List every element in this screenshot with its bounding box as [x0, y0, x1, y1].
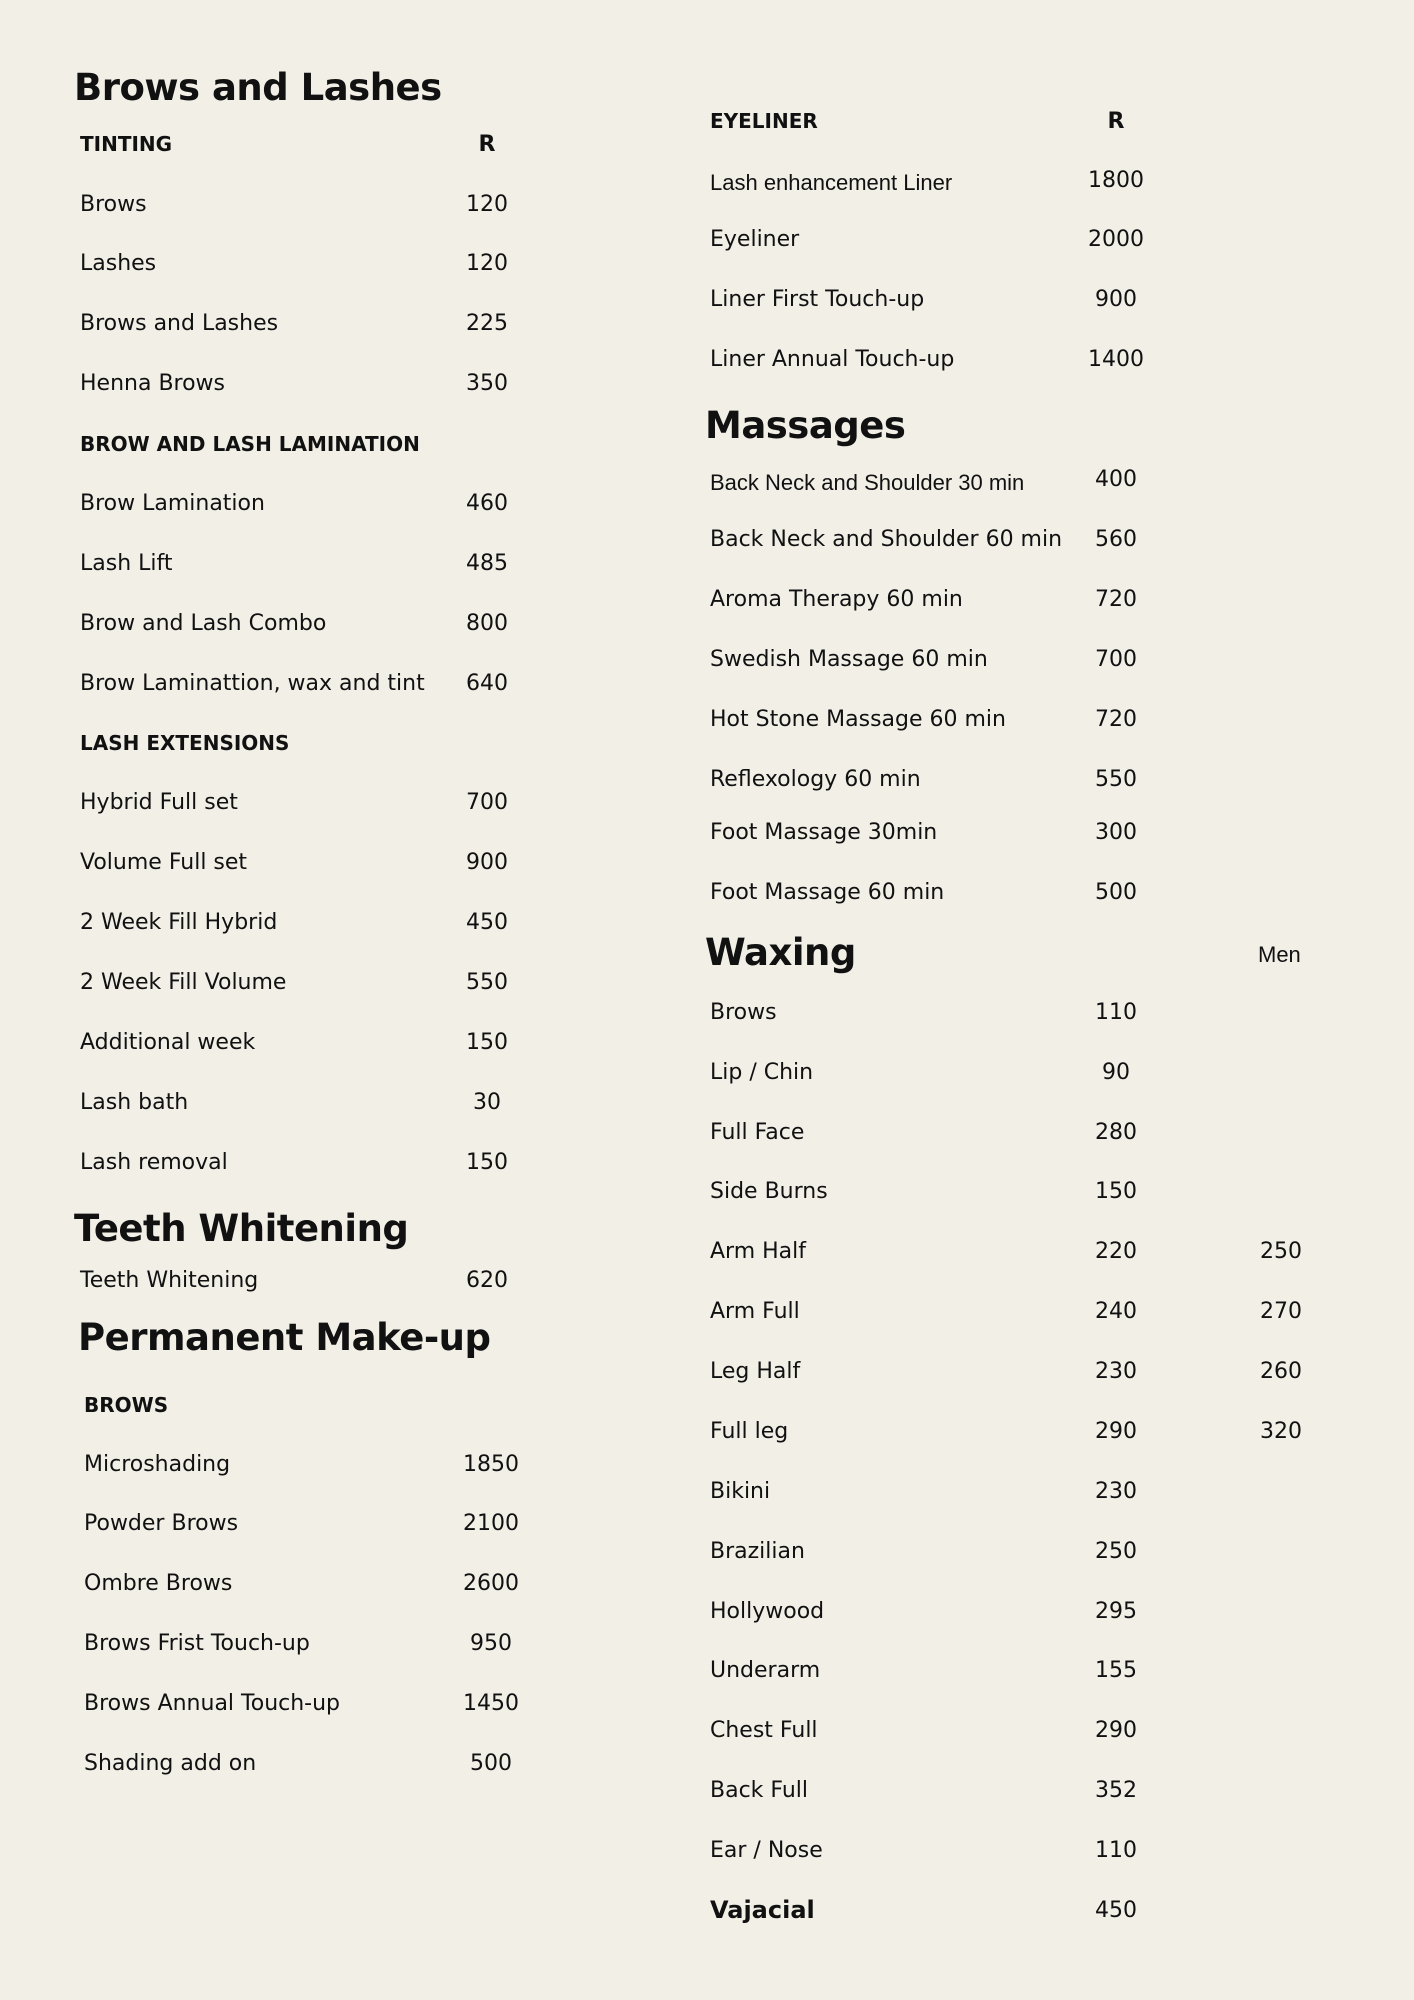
brows-lashes-title: Brows and Lashes — [74, 66, 442, 109]
menu-item-name: Foot Massage 60 min — [710, 880, 945, 905]
menu-item-price: 230 — [1095, 1479, 1137, 1504]
menu-item-price: 120 — [466, 192, 508, 217]
menu-item-name: Arm Full — [710, 1299, 800, 1324]
menu-item-price: 550 — [466, 970, 508, 995]
eyeliner-header: EYELINER — [710, 109, 818, 133]
menu-item-name: Brow and Lash Combo — [80, 611, 327, 636]
menu-item-name: Microshading — [84, 1452, 231, 1477]
menu-item-name: Lash bath — [80, 1090, 189, 1115]
menu-item-price: 950 — [470, 1631, 512, 1656]
menu-item-name: Aroma Therapy 60 min — [710, 587, 963, 612]
eyeliner-price-header: R — [1107, 109, 1125, 134]
vajacial-price: 450 — [1095, 1898, 1137, 1923]
menu-item-price: 700 — [1095, 647, 1137, 672]
menu-item-name: Liner First Touch-up — [710, 287, 925, 312]
lash-extensions-header: LASH EXTENSIONS — [80, 731, 290, 755]
menu-item-name: Lip / Chin — [710, 1060, 814, 1085]
menu-item-price: 110 — [1095, 1838, 1137, 1863]
menu-item-price: 1800 — [1088, 168, 1144, 193]
menu-item-name: Brows — [710, 1000, 777, 1025]
menu-item-name: Powder Brows — [84, 1511, 239, 1536]
permanent-makeup-title: Permanent Make-up — [78, 1316, 491, 1359]
menu-item-price: 1400 — [1088, 347, 1144, 372]
menu-item-price: 155 — [1095, 1658, 1137, 1683]
menu-item-men-price: 250 — [1260, 1239, 1302, 1264]
menu-item-name: Brow Lamination — [80, 491, 265, 516]
menu-item-name: Arm Half — [710, 1239, 807, 1264]
tinting-price-header: R — [478, 132, 496, 157]
menu-item-price: 450 — [466, 910, 508, 935]
menu-item-price: 700 — [466, 790, 508, 815]
menu-item-name: 2 Week Fill Hybrid — [80, 910, 278, 935]
menu-item-price: 150 — [466, 1150, 508, 1175]
menu-item-name: Back Full — [710, 1778, 809, 1803]
menu-item-name: Brows — [80, 192, 147, 217]
menu-item-price: 2000 — [1088, 227, 1144, 252]
teeth-whitening-title: Teeth Whitening — [74, 1207, 409, 1250]
massages-title: Massages — [705, 404, 906, 447]
menu-item-price: 150 — [1095, 1179, 1137, 1204]
menu-item-name: Ombre Brows — [84, 1571, 233, 1596]
menu-item-price: 460 — [466, 491, 508, 516]
menu-item-price: 295 — [1095, 1599, 1137, 1624]
menu-item-price: 300 — [1095, 820, 1137, 845]
menu-item-price: 485 — [466, 551, 508, 576]
tinting-header: TINTING — [80, 132, 173, 156]
menu-item-name: Henna Brows — [80, 371, 226, 396]
menu-item-price: 250 — [1095, 1539, 1137, 1564]
menu-item-name: Full Face — [710, 1120, 805, 1145]
pmu-brows-header: BROWS — [84, 1393, 169, 1417]
menu-item-name: Shading add on — [84, 1751, 257, 1776]
menu-item-price: 240 — [1095, 1299, 1137, 1324]
menu-item-price: 720 — [1095, 587, 1137, 612]
menu-item-name: Brow Laminattion, wax and tint — [80, 671, 425, 696]
menu-item-price: 2100 — [463, 1511, 519, 1536]
menu-item-name: Swedish Massage 60 min — [710, 647, 988, 672]
menu-item-name: Additional week — [80, 1030, 256, 1055]
menu-item-price: 352 — [1095, 1778, 1137, 1803]
menu-item-name: Ear / Nose — [710, 1838, 823, 1863]
menu-item-price: 150 — [466, 1030, 508, 1055]
menu-item-name: Eyeliner — [710, 227, 800, 252]
menu-item-name: Teeth Whitening — [80, 1268, 259, 1293]
menu-item-price: 500 — [1095, 880, 1137, 905]
menu-item-price: 110 — [1095, 1000, 1137, 1025]
menu-item-name: Hollywood — [710, 1599, 825, 1624]
menu-item-price: 800 — [466, 611, 508, 636]
menu-item-name: Hot Stone Massage 60 min — [710, 707, 1006, 732]
menu-item-price: 720 — [1095, 707, 1137, 732]
menu-item-name: Brows and Lashes — [80, 311, 279, 336]
menu-item-price: 1850 — [463, 1452, 519, 1477]
menu-item-name: Back Neck and Shoulder 30 min — [710, 470, 1025, 495]
menu-item-name: Brows Frist Touch-up — [84, 1631, 310, 1656]
menu-item-name: Bikini — [710, 1479, 771, 1504]
menu-item-name: Lash removal — [80, 1150, 228, 1175]
menu-item-price: 1450 — [463, 1691, 519, 1716]
menu-item-price: 290 — [1095, 1419, 1137, 1444]
menu-item-price: 30 — [473, 1090, 501, 1115]
menu-item-name: Back Neck and Shoulder 60 min — [710, 527, 1063, 552]
menu-item-price: 620 — [466, 1268, 508, 1293]
menu-item-men-price: 270 — [1260, 1299, 1302, 1324]
menu-item-price: 90 — [1102, 1060, 1130, 1085]
menu-item-price: 220 — [1095, 1239, 1137, 1264]
menu-item-price: 350 — [466, 371, 508, 396]
menu-item-name: Reflexology 60 min — [710, 767, 921, 792]
menu-item-price: 280 — [1095, 1120, 1137, 1145]
menu-item-name: Lashes — [80, 251, 157, 276]
menu-item-price: 120 — [466, 251, 508, 276]
menu-item-name: Foot Massage 30min — [710, 820, 938, 845]
menu-item-name: Hybrid Full set — [80, 790, 238, 815]
menu-item-name: Lash Lift — [80, 551, 173, 576]
menu-item-price: 2600 — [463, 1571, 519, 1596]
vajacial-name: Vajacial — [710, 1896, 815, 1924]
menu-item-name: Side Burns — [710, 1179, 828, 1204]
menu-item-price: 230 — [1095, 1359, 1137, 1384]
menu-item-name: Brows Annual Touch-up — [84, 1691, 341, 1716]
menu-item-price: 225 — [466, 311, 508, 336]
menu-item-name: Brazilian — [710, 1539, 805, 1564]
menu-item-name: Underarm — [710, 1658, 821, 1683]
lamination-header: BROW AND LASH LAMINATION — [80, 432, 420, 456]
menu-item-price: 900 — [466, 850, 508, 875]
menu-item-price: 560 — [1095, 527, 1137, 552]
menu-item-name: Volume Full set — [80, 850, 248, 875]
menu-item-price: 640 — [466, 671, 508, 696]
menu-item-name: Full leg — [710, 1419, 789, 1444]
menu-item-price: 400 — [1095, 467, 1137, 492]
menu-item-price: 500 — [470, 1751, 512, 1776]
menu-item-men-price: 320 — [1260, 1419, 1302, 1444]
menu-item-price: 550 — [1095, 767, 1137, 792]
menu-item-name: Chest Full — [710, 1718, 818, 1743]
menu-item-price: 900 — [1095, 287, 1137, 312]
menu-item-name: Liner Annual Touch-up — [710, 347, 955, 372]
waxing-title: Waxing — [705, 931, 856, 974]
menu-item-name: Leg Half — [710, 1359, 801, 1384]
menu-item-name: Lash enhancement Liner — [710, 170, 953, 195]
menu-item-name: 2 Week Fill Volume — [80, 970, 287, 995]
men-column-header: Men — [1258, 942, 1301, 967]
menu-item-men-price: 260 — [1260, 1359, 1302, 1384]
menu-item-price: 290 — [1095, 1718, 1137, 1743]
